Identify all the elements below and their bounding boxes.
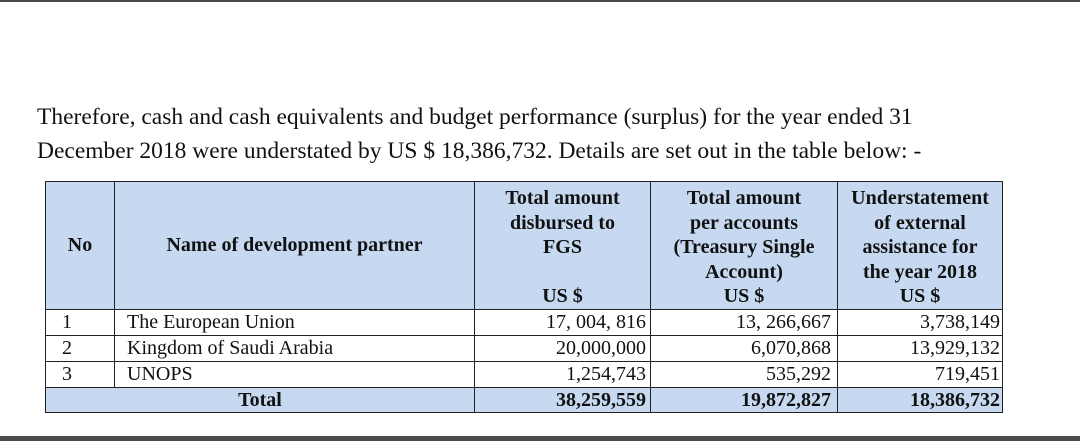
understatement-amount: 13,929,132 [838,335,1003,361]
disbursed-amount: 1,254,743 [475,361,651,387]
total-per-accounts: 19,872,827 [651,387,838,412]
paragraph-line-2: December 2018 were understated by US $ 18,386,732. Details are set out in the table below: - [37,138,922,164]
per-accounts-amount: 13, 266,667 [651,309,838,335]
top-border [0,0,1080,2]
disbursed-amount: 20,000,000 [475,335,651,361]
header-col2-line3: (Treasury Single [673,236,815,259]
table-row [46,309,1003,335]
table-row [46,335,1003,361]
header-understatement [838,182,1003,310]
bottom-border [0,436,1080,441]
header-col3-currency: US $ [899,285,941,308]
header-row [46,182,1003,310]
header-col3-line2: of external [874,211,966,234]
partner-name: Kingdom of Saudi Arabia [115,335,475,361]
partner-name: UNOPS [115,361,475,387]
per-accounts-amount: 6,070,868 [651,335,838,361]
total-understatement: 18,386,732 [838,387,1003,412]
table-row [46,361,1003,387]
header-col2-line2: per accounts [690,211,798,234]
header-col2-line4: Account) [705,260,783,283]
partner-name: The European Union [115,309,475,335]
header-col1-currency: US $ [542,285,583,308]
header-total-disbursed [475,182,651,310]
header-col3-line3: assistance for [862,236,978,259]
row-number: 1 [46,309,115,335]
total-label: Total [46,387,475,412]
header-col2-currency: US $ [723,285,765,308]
disbursed-amount: 17, 004, 816 [475,309,651,335]
paragraph-line-1: Therefore, cash and cash equivalents and budget performance (surplus) for the year ended 31 [37,104,913,130]
understatement-amount: 719,451 [838,361,1003,387]
header-col1-line3: FGS [543,236,582,259]
header-no: No [46,182,115,310]
header-total-per-accounts [651,182,838,310]
header-partner-name: Name of development partner [115,182,475,310]
per-accounts-amount: 535,292 [651,361,838,387]
development-partner-table [45,181,1003,413]
header-col3-line1: Understatement [851,187,989,209]
header-col1-line1: Total amount [505,187,620,209]
row-number: 3 [46,361,115,387]
total-row [46,387,1003,412]
total-disbursed: 38,259,559 [475,387,651,412]
header-col3-line4: the year 2018 [862,260,978,283]
body-paragraph [37,100,1057,168]
understatement-amount: 3,738,149 [838,309,1003,335]
header-col2-line1: Total amount [686,187,802,209]
header-col1-line2: disbursed to [509,211,616,234]
row-number: 2 [46,335,115,361]
